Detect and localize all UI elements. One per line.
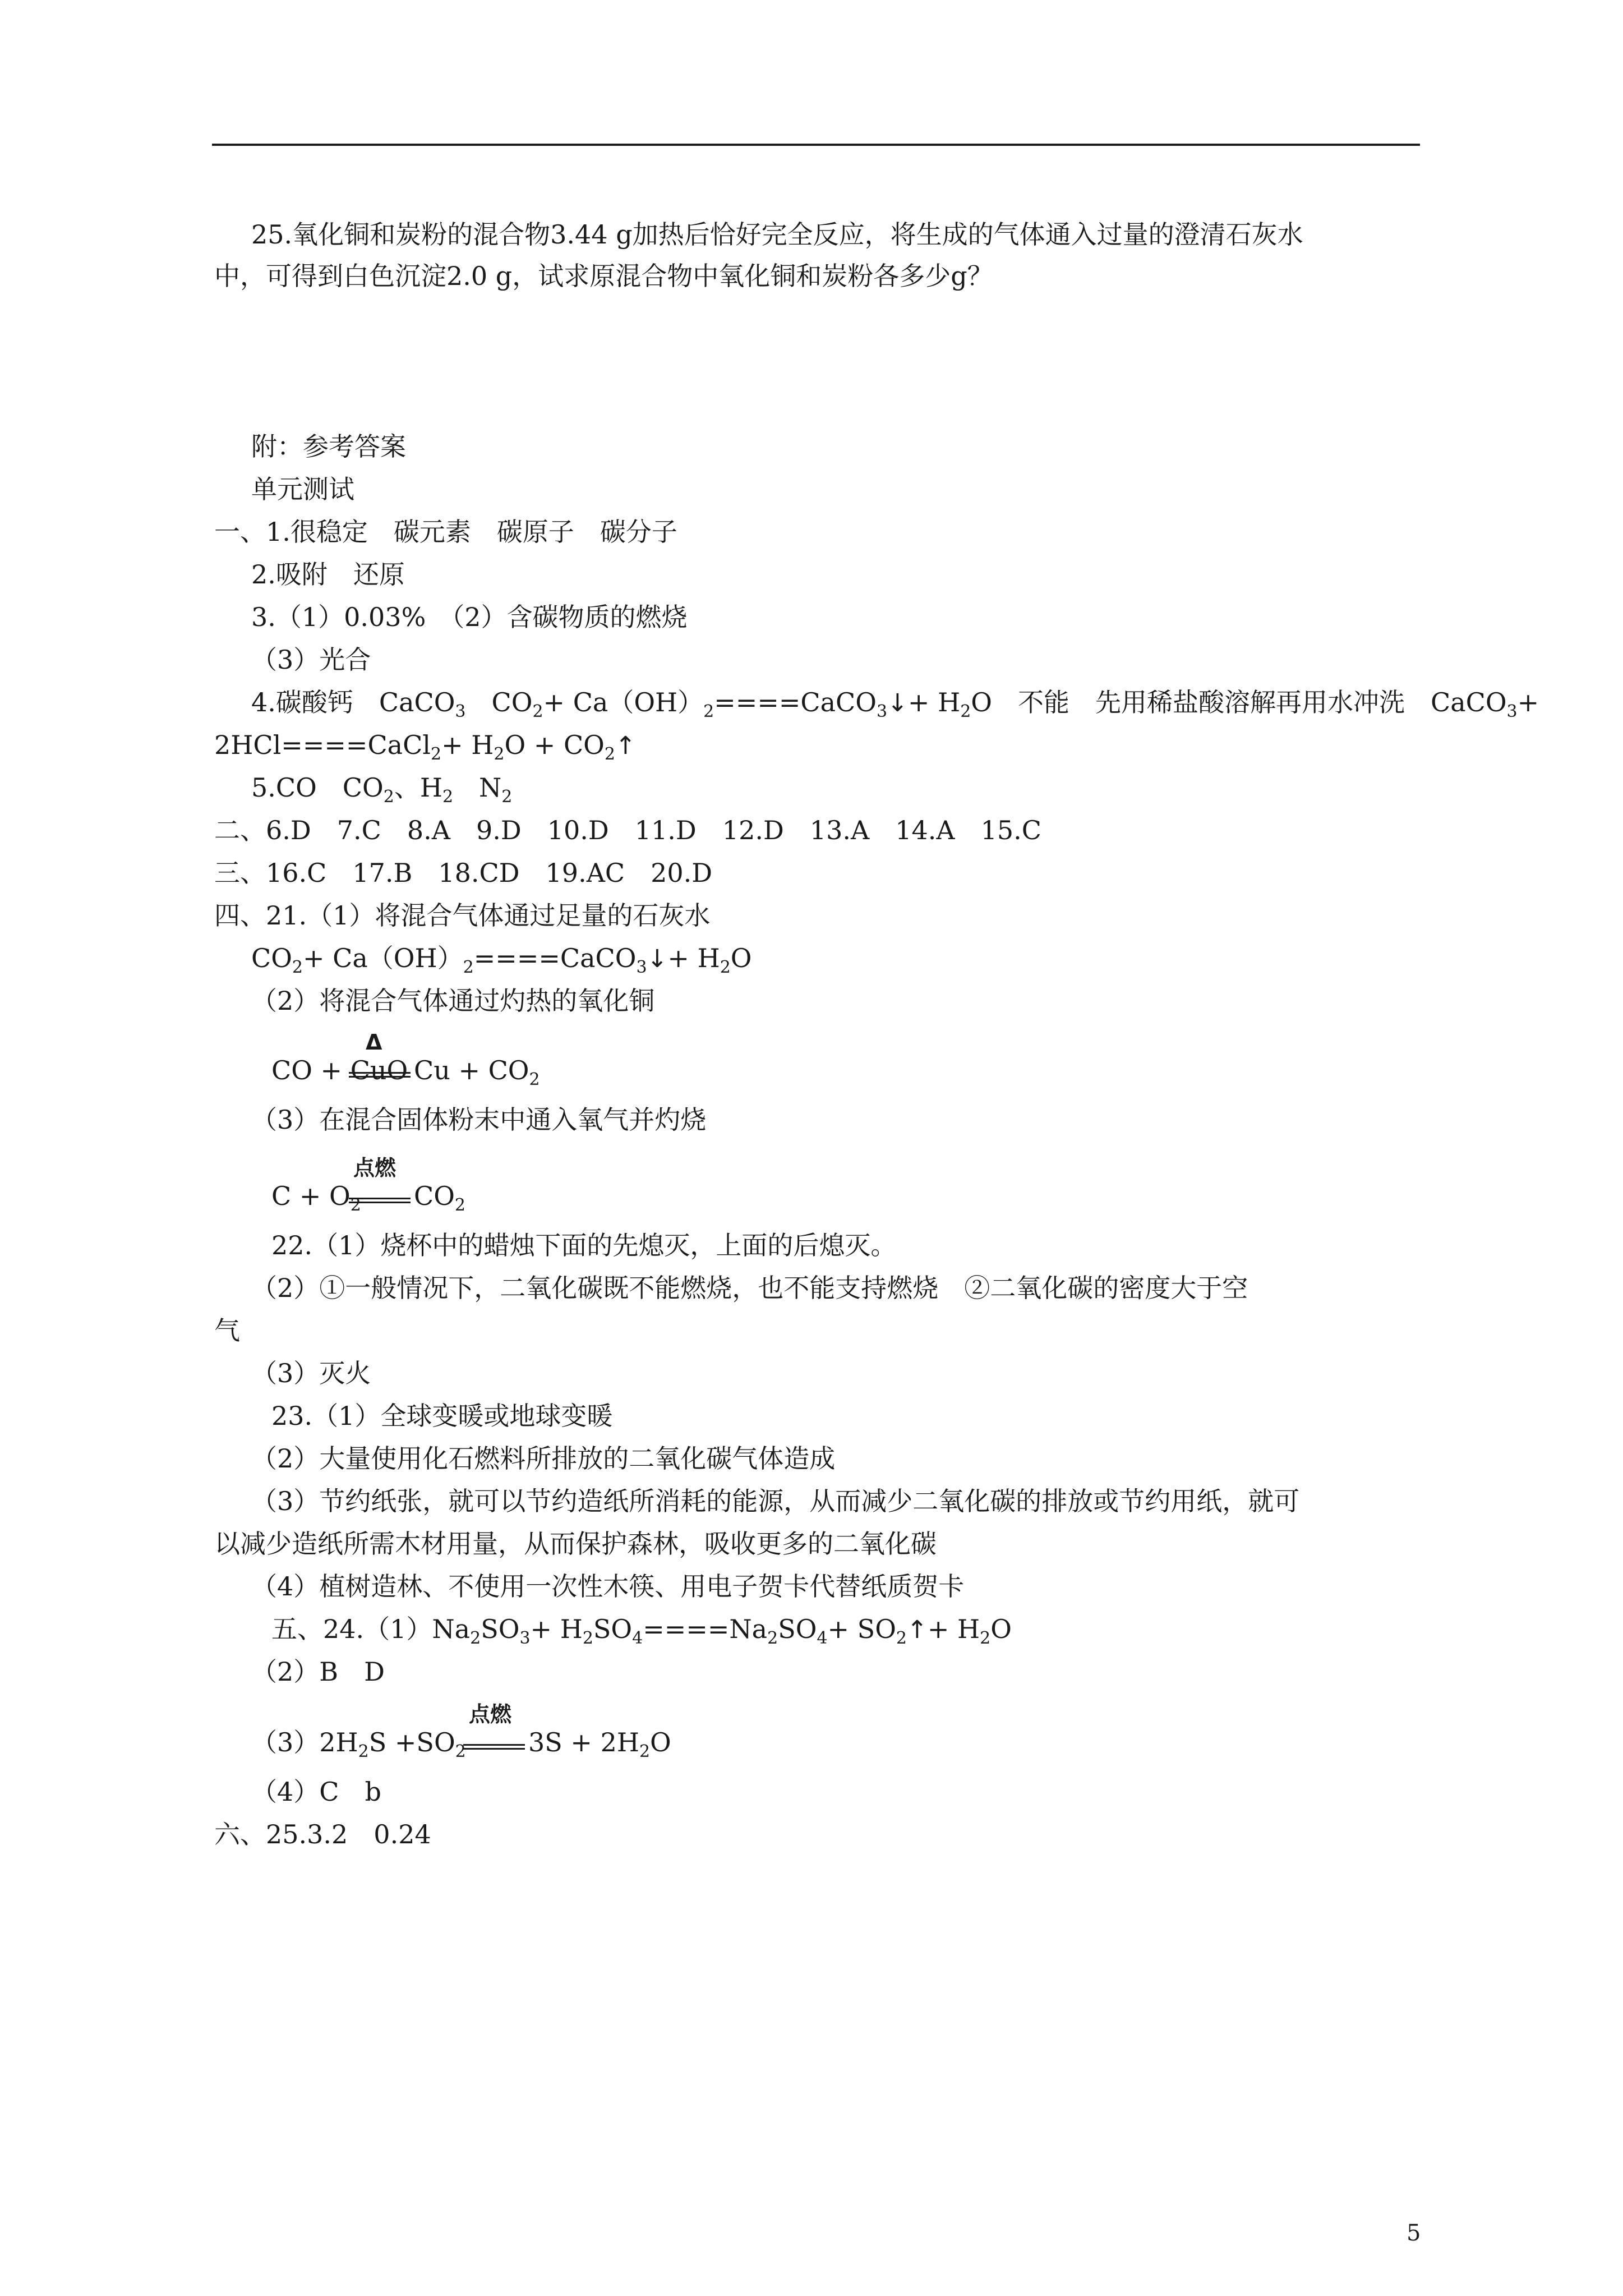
answer-2: 2.吸附 还原 [251,559,405,590]
answer-23-3-line-1: （3）节约纸张，就可以节约造纸所消耗的能源，从而减少二氧化碳的排放或节约用纸，就可 [251,1486,1300,1516]
answer-22-2-line-1: （2）①一般情况下，二氧化碳既不能燃烧，也不能支持燃烧 ②二氧化碳的密度大于空 [251,1273,1248,1303]
answer-5: 5.CO $CO_2$、$H_2$ $N_2$ [251,772,513,807]
answer-21-3-equation-left: $C + O_2$ [271,1181,361,1215]
answer-1: 一、1.很稳定 碳元素 碳原子 碳分子 [214,517,677,547]
answers-heading: 附：参考答案 [251,431,406,462]
answer-24-4: （4）C b [251,1777,381,1807]
equation-double-line [463,1744,525,1750]
answer-23-4: （4）植树造林、不使用一次性木筷、用电子贺卡代替纸质贺卡 [251,1571,965,1602]
answer-22-2-line-2: 气 [214,1315,240,1346]
answer-23-2: （2）大量使用化石燃料所排放的二氧化碳气体造成 [251,1443,836,1474]
answer-23-3-line-2: 以减少造纸所需木材用量，从而保护森林，吸收更多的二氧化碳 [214,1529,937,1559]
question-line-2: 中，可得到白色沉淀2.0 g，试求原混合物中氧化铜和炭粉各多少g？ [214,261,993,291]
answer-24-3-equation-right: $3S + 2H_2O$ [528,1727,671,1761]
answer-22-3: （3）灭火 [251,1358,371,1388]
unit-test-label: 单元测试 [251,474,354,504]
answer-24-2: （2）B D [251,1657,385,1687]
answer-21-2-equation-left: CO + CuO [271,1055,408,1085]
ignition-condition-label: 点燃 [469,1702,512,1727]
section-6-answers: 六、25.3.2 0.24 [214,1819,431,1849]
answer-24-1: 五、$24.(1)Na_2SO_3+ H_2SO_4====Na_2SO_4+$ $SO_2↑+ H_2O$ [271,1614,1012,1648]
section-2-answers: 二、6.D 7.C 8.A 9.D 10.D 11.D 12.D 13.A 14.A 15.C [214,815,1041,845]
answer-24-3-equation-left: $(3)2H_2S +SO_2$ [251,1727,466,1761]
answer-21-2: （2）将混合气体通过灼热的氧化铜 [251,986,655,1016]
answer-4-line-2: 2HCl====CaCl$_2$+ $H_2O$ + $CO_2↑$ [214,730,636,764]
ignition-condition-label: 点燃 [353,1156,396,1180]
answer-21-3: （3）在混合固体粉末中通入氧气并灼烧 [251,1105,707,1135]
section-3-answers: 三、16.C 17.B 18.CD 19.AC 20.D [214,858,713,888]
answer-3-part-3: （3）光合 [251,645,371,675]
answer-3: 3.（1）0.03% （2）含碳物质的燃烧 [251,602,688,632]
header-rule [212,144,1420,146]
answer-21-1: 四、21.（1）将混合气体通过足量的石灰水 [214,900,711,931]
answer-23-1: 23.（1）全球变暖或地球变暖 [271,1401,613,1431]
page-number: 5 [1407,2220,1421,2246]
question-line-1: 25.氧化铜和炭粉的混合物3.44 g加热后恰好完全反应，将生成的气体通入过量的澄清石灰水 [251,219,1303,250]
answer-21-3-equation-right: $CO_2$ [414,1181,466,1215]
heating-condition-label: Δ [366,1030,382,1055]
answer-21-2-equation-right: $Cu + CO_2$ [414,1055,540,1089]
answer-21-1-equation: $CO_2+$ $Ca(OH)_2====CaCO_3↓+ H_2O$ [251,943,752,977]
answer-4-line-1: 4.碳酸钙 CaCO$_3$ $CO_2+$ $Ca(OH)_2====CaCO_3↓+ H_2O$ 不能 先用稀盐酸溶解再用水冲洗 CaCO$_3$+ [251,687,1539,721]
answer-22-1: 22.（1）烧杯中的蜡烛下面的先熄灭，上面的后熄灭。 [271,1230,897,1260]
